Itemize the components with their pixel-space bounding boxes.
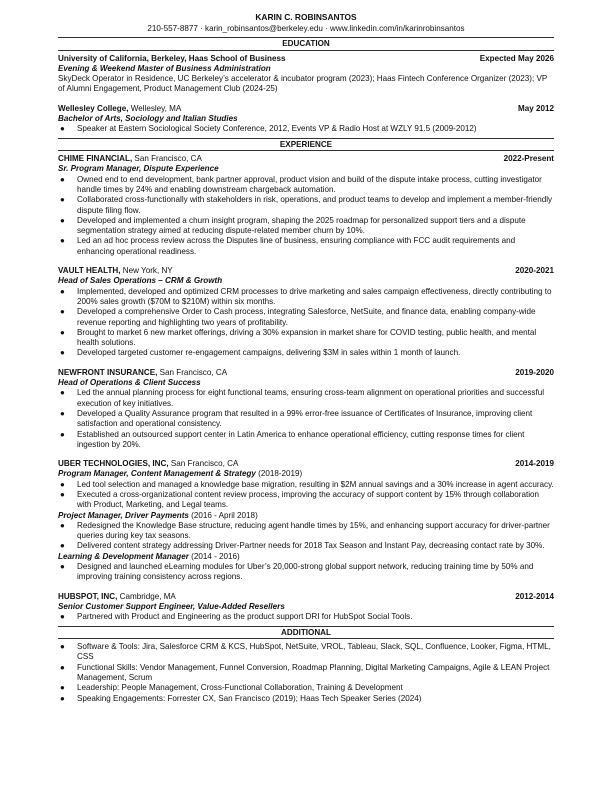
bullet-text: Developed and implemented a churn insight program, shaping the 2025 roadmap for personalized support tiers and a dispute segmentation strategy aimed at reducing dispute-related member churn by 10%. [77, 215, 526, 236]
school-name-location [58, 104, 181, 114]
company-location: New York, NY [120, 266, 173, 276]
bullet-text: Led the annual planning process for eight functional teams, ensuring cross-team alignment on operational priorities and successful execution of key initiatives. [77, 388, 545, 408]
company-date: 2022-Present [503, 154, 554, 164]
company-date: 2019-2020 [515, 367, 554, 377]
job-entry [58, 368, 554, 450]
bullet-text: Speaker at Eastern Sociological Society Conference, 2012, Events VP & Radio Host at WZLY 91.5 (2009-2012) [77, 124, 477, 134]
bullet-icon: ● [60, 479, 65, 489]
bullet-list [58, 612, 554, 622]
degree: Evening & Weekend Master of Business Administration [58, 63, 271, 73]
bullet-text: Established an outsourced support center in Latin America to enhance operational efficiency, cutting response times for client ingestion by 20%. [77, 429, 525, 449]
education-entry [58, 104, 554, 135]
bullet-text: Functional Skills: Vendor Management, Funnel Conversion, Roadmap Planning, Digital Marketing Campaigns, Agile & LEAN Project Management, Scrum [77, 662, 550, 682]
bullet-text: Delivered content strategy addressing Driver-Partner needs for 2018 Tax Season and Instant Pay, decreasing contact rate by 30%. [77, 541, 545, 551]
role-line [58, 511, 554, 521]
bullet-item [58, 236, 554, 257]
job-entry [58, 592, 554, 623]
company-date: 2014-2019 [515, 459, 554, 469]
candidate-name: KARIN C. ROBINSANTOS [255, 12, 357, 22]
school-date: Expected May 2026 [479, 53, 554, 63]
bullet-icon: ● [60, 174, 65, 184]
bullet-icon: ● [60, 408, 65, 418]
contact-line: 210-557-8877 · karin_robinsantos@berkeley.edu · www.linkedin.com/in/karinrobinsantos [147, 24, 465, 33]
education-details: SkyDeck Operator in Residence, UC Berkeley’s accelerator & incubator program (2023); Haas Fintech Conference Organizer (2023); VP of Alumni Engagement, Product Management Club (2024-25) [58, 74, 548, 94]
bullet-text: Redesigned the Knowledge Base structure, reducing agent handle times by 15%, and enhancing support accuracy for driver-partner queries during key tax seasons. [77, 520, 550, 541]
bullet-item [58, 307, 554, 328]
bullet-item [58, 175, 554, 196]
bullet-text: Brought to market 6 new market offerings, driving a 30% expansion in market share for COVID testing, public health, and mental health solutions. [77, 327, 537, 348]
job-entry [58, 266, 554, 359]
bullet-text: Developed a comprehensive Order to Cash process, integrating Salesforce, NetSuite, and finance data, enabling company-wide revenue reporting and highlighting two years of profitability. [77, 307, 536, 327]
additional-heading: ADDITIONAL [58, 626, 554, 640]
bullet-item [58, 490, 554, 511]
role-title: Senior Customer Support Engineer, Value-Added Resellers [58, 601, 285, 611]
company-date: 2020-2021 [515, 266, 554, 276]
role-dates: (2016 - April 2018) [188, 510, 258, 520]
role-title: Sr. Program Manager, Dispute Experience [58, 164, 219, 174]
bullet-icon: ● [60, 215, 65, 225]
company-location: Cambridge, MA [117, 591, 176, 601]
bullet-item [58, 562, 554, 583]
bullet-item [58, 480, 554, 490]
bullet-icon: ● [60, 541, 65, 551]
experience-heading: EXPERIENCE [58, 138, 554, 152]
company-name: NEWFRONT INSURANCE, [58, 367, 158, 377]
bullet-text: Software & Tools: Jira, Salesforce CRM & KCS, HubSpot, NetSuite, VROL, Tableau, Slack, SQL, Confluence, Looker, Figma, HTML, CSS [77, 642, 551, 662]
bullet-text: Executed a cross-organizational content review process, improving the accuracy of support content by 15% through collaboration with Product, Marketing, and Legal teams. [77, 489, 540, 510]
degree: Bachelor of Arts, Sociology and Italian Studies [58, 113, 238, 123]
role-title: Program Manager, Content Management & Strategy [58, 469, 256, 479]
role-line [58, 378, 554, 388]
additional-section [58, 642, 554, 704]
education-entry [58, 54, 554, 95]
company-header-row [58, 266, 554, 276]
role-title: Head of Sales Operations – CRM & Growth [58, 276, 223, 286]
bullet-text: Speaking Engagements: Forrester CX, San Francisco (2019); Haas Tech Speaker Series (2024) [77, 693, 422, 703]
company-name: HUBSPOT, INC, [58, 591, 118, 601]
bullet-item [58, 612, 554, 622]
bullet-icon: ● [60, 195, 65, 205]
bullet-list [58, 388, 554, 450]
company-name: UBER TECHNOLOGIES, INC, [58, 459, 169, 469]
bullet-item [58, 683, 554, 693]
bullet-icon: ● [60, 327, 65, 337]
bullet-list [58, 287, 554, 359]
bullet-icon: ● [60, 662, 65, 672]
company-header-row [58, 459, 554, 469]
role-line [58, 164, 554, 174]
bullet-icon: ● [60, 429, 65, 439]
company-header-row [58, 368, 554, 378]
school-date: May 2012 [518, 103, 554, 113]
bullet-list [58, 562, 554, 583]
bullet-item [58, 195, 554, 216]
job-entry [58, 459, 554, 583]
company-header-row [58, 154, 554, 164]
role-line [58, 276, 554, 286]
company-name: VAULT HEALTH, [58, 266, 121, 276]
bullet-icon: ● [60, 683, 65, 693]
role-title: Head of Operations & Client Success [58, 378, 201, 388]
bullet-item [58, 124, 554, 134]
bullet-icon: ● [60, 348, 65, 358]
bullet-icon: ● [60, 489, 65, 499]
bullet-icon: ● [60, 520, 65, 530]
school-name: Wellesley College, [58, 103, 129, 113]
bullet-list [58, 124, 554, 134]
bullet-icon: ● [60, 693, 65, 703]
school-header-row [58, 54, 554, 64]
bullet-item [58, 521, 554, 542]
role-line [58, 552, 554, 562]
bullet-list [58, 642, 554, 704]
company-name-location [58, 459, 238, 469]
company-name-location [58, 592, 176, 602]
bullet-text: Implemented, developed and optimized CRM processes to drive marketing and sales campaign effectiveness, directly contributing to 200% sales growth ($70M to $210M) within six months. [77, 286, 552, 306]
company-name: CHIME FINANCIAL, [58, 154, 133, 164]
bullet-text: Developed targeted customer re-engagement campaigns, delivering $3M in sales within 1 month of launch. [77, 348, 461, 358]
bullet-item [58, 694, 554, 704]
resume-page [58, 12, 554, 704]
role-line [58, 469, 554, 479]
bullet-icon: ● [60, 562, 65, 572]
bullet-item [58, 663, 554, 684]
bullet-icon: ● [60, 286, 65, 296]
bullet-text: Owned end to end development, bank partner approval, product vision and build of the dispute intake process, cutting investigator handle times by 24% and enabling downstream chargeback automation. [77, 174, 542, 194]
bullet-text: Designed and launched eLearning modules for Uber’s 20,000-strong global support network, reducing training time by 50% and improving training consistency across regions. [77, 562, 534, 582]
bullet-icon: ● [60, 236, 65, 246]
bullet-item [58, 287, 554, 308]
bullet-icon: ● [60, 642, 65, 652]
bullet-text: Partnered with Product and Engineering as the product support DRI for HubSpot Social Tools. [77, 612, 413, 622]
bullet-text: Led tool selection and managed a knowledge base migration, resulting in $2M annual savings and a 30% increase in agent accuracy. [77, 479, 554, 489]
bullet-item [58, 328, 554, 349]
experience-section [58, 154, 554, 622]
bullet-item [58, 388, 554, 409]
bullet-item [58, 430, 554, 451]
company-location: San Francisco, CA [168, 459, 239, 469]
school-name: University of California, Berkeley, Haas School of Business [58, 53, 286, 63]
bullet-list [58, 175, 554, 257]
company-name-location [58, 154, 202, 164]
role-dates: (2018-2019) [255, 469, 303, 479]
education-heading: EDUCATION [58, 37, 554, 51]
company-name-location [58, 368, 227, 378]
company-name-location [58, 266, 173, 276]
bullet-item [58, 216, 554, 237]
bullet-item [58, 409, 554, 430]
company-location: San Francisco, CA [132, 154, 202, 164]
bullet-icon: ● [60, 612, 65, 622]
bullet-list [58, 521, 554, 552]
bullet-icon: ● [60, 307, 65, 317]
bullet-icon: ● [60, 124, 65, 134]
school-header-row [58, 104, 554, 114]
bullet-icon: ● [60, 388, 65, 398]
bullet-item [58, 642, 554, 663]
company-header-row [58, 592, 554, 602]
bullet-text: Led an ad hoc process review across the Disputes line of business, ensuring compliance with FCC audit requirements and enhancing operational readiness. [77, 236, 516, 256]
bullet-text: Leadership: People Management, Cross-Functional Collaboration, Training & Development [77, 683, 403, 693]
role-line [58, 602, 554, 612]
bullet-item [58, 541, 554, 551]
school-location: Wellesley, MA [128, 103, 182, 113]
job-entry [58, 154, 554, 257]
bullet-item [58, 348, 554, 358]
bullet-text: Developed a Quality Assurance program that resulted in a 99% error-free issuance of Certificates of Insurance, improving client satisfaction and operational consistency. [77, 408, 533, 429]
role-title: Learning & Development Manager [58, 551, 189, 561]
company-location: San Francisco, CA [157, 367, 228, 377]
school-name-location [58, 54, 285, 64]
role-dates: (2014 - 2016) [188, 551, 240, 561]
bullet-list [58, 480, 554, 511]
company-date: 2012-2014 [515, 591, 554, 601]
bullet-text: Collaborated cross-functionally with stakeholders in risk, operations, and product teams to develop and implement a member-friendly dispute filing flow. [77, 195, 553, 215]
role-title: Project Manager, Driver Payments [58, 510, 189, 520]
education-section [58, 54, 554, 135]
